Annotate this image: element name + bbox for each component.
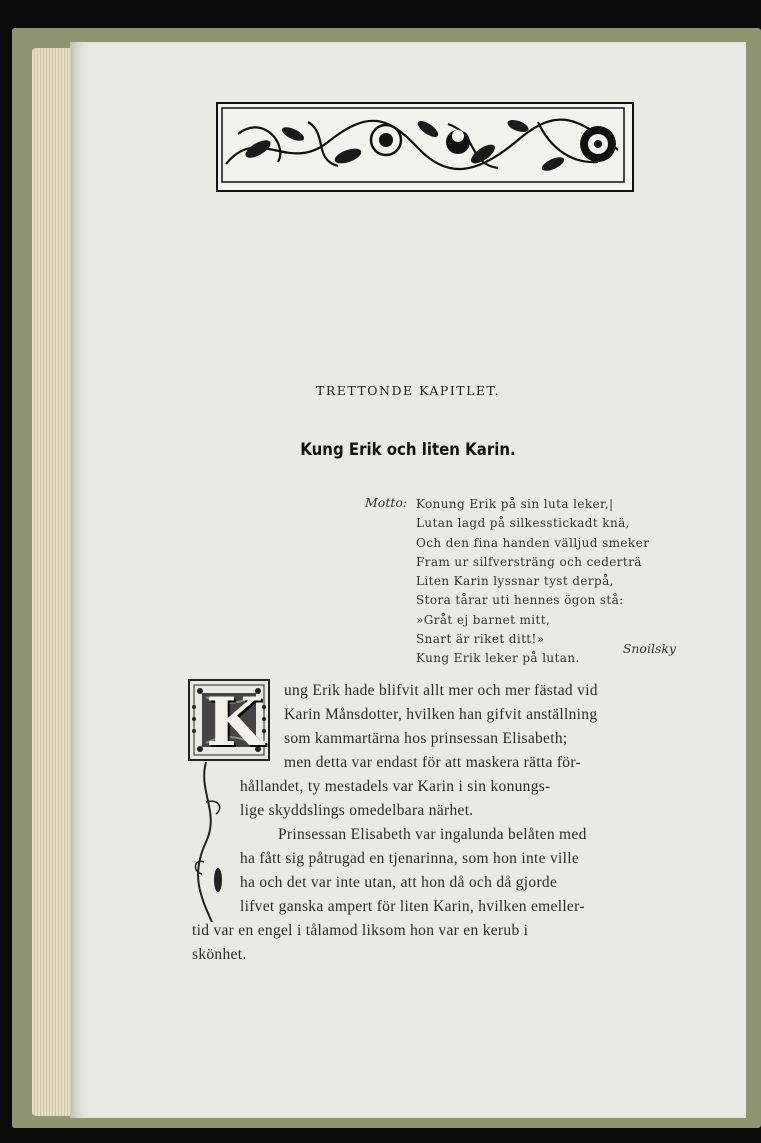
body-line: tid var en engel i tålamod liksom hon var en kerub i	[192, 922, 529, 939]
chapter-title: Kung Erik och liten Karin.	[300, 440, 516, 460]
vine-flourish-icon	[194, 762, 234, 922]
motto-line: Liten Karin lyssnar tyst derpå,	[416, 574, 614, 589]
body-line: ha och det var inte utan, att hon då och då gjorde	[240, 874, 558, 891]
body-line: skönhet.	[192, 946, 247, 963]
body-line: ung Erik hade blifvit allt mer och mer fästad vid	[284, 682, 598, 699]
motto-line: Snart är riket ditt!»	[416, 632, 545, 647]
decorative-headpiece	[216, 102, 634, 192]
book-page	[70, 42, 746, 1118]
body-line: men detta var endast för att maskera rätta för-	[284, 754, 581, 771]
motto-line: Stora tårar uti hennes ögon stå:	[416, 593, 624, 608]
dropcap-letter: K	[206, 683, 264, 761]
motto-line: »Gråt ej barnet mitt,	[416, 612, 551, 627]
motto-line: Konung Erik på sin luta leker,|	[416, 497, 614, 511]
motto-author: Snoilsky	[622, 641, 676, 656]
chapter-label: TRETTONDE KAPITLET.	[315, 383, 501, 398]
body-line: Prinsessan Elisabeth var ingalunda belåten med	[278, 826, 587, 843]
body-line: lifvet ganska ampert för liten Karin, hvilken emeller-	[240, 898, 585, 915]
body-line: ha fått sig påtrugad en tjenarinna, som hon inte ville	[240, 850, 580, 867]
ornament-illustration	[218, 104, 628, 186]
motto-line: Kung Erik leker på lutan.	[416, 651, 580, 666]
motto-line: Fram ur silfversträng och cederträ	[416, 554, 642, 569]
body-line: hållandet, ty mestadels var Karin i sin konungs-	[240, 778, 551, 795]
motto-line: Lutan lagd på silkesstickadt knä,	[416, 516, 630, 531]
body-line: Karin Månsdotter, hvilken han gifvit anställning	[284, 706, 598, 723]
motto-line: Och den fina handen välljud smeker	[416, 535, 650, 550]
body-line: som kammartärna hos prinsessan Elisabeth;	[284, 730, 568, 747]
body-line: lige skyddslings omedelbara närhet.	[240, 802, 474, 819]
decorated-initial	[188, 679, 270, 761]
motto-label: Motto:	[365, 495, 408, 510]
